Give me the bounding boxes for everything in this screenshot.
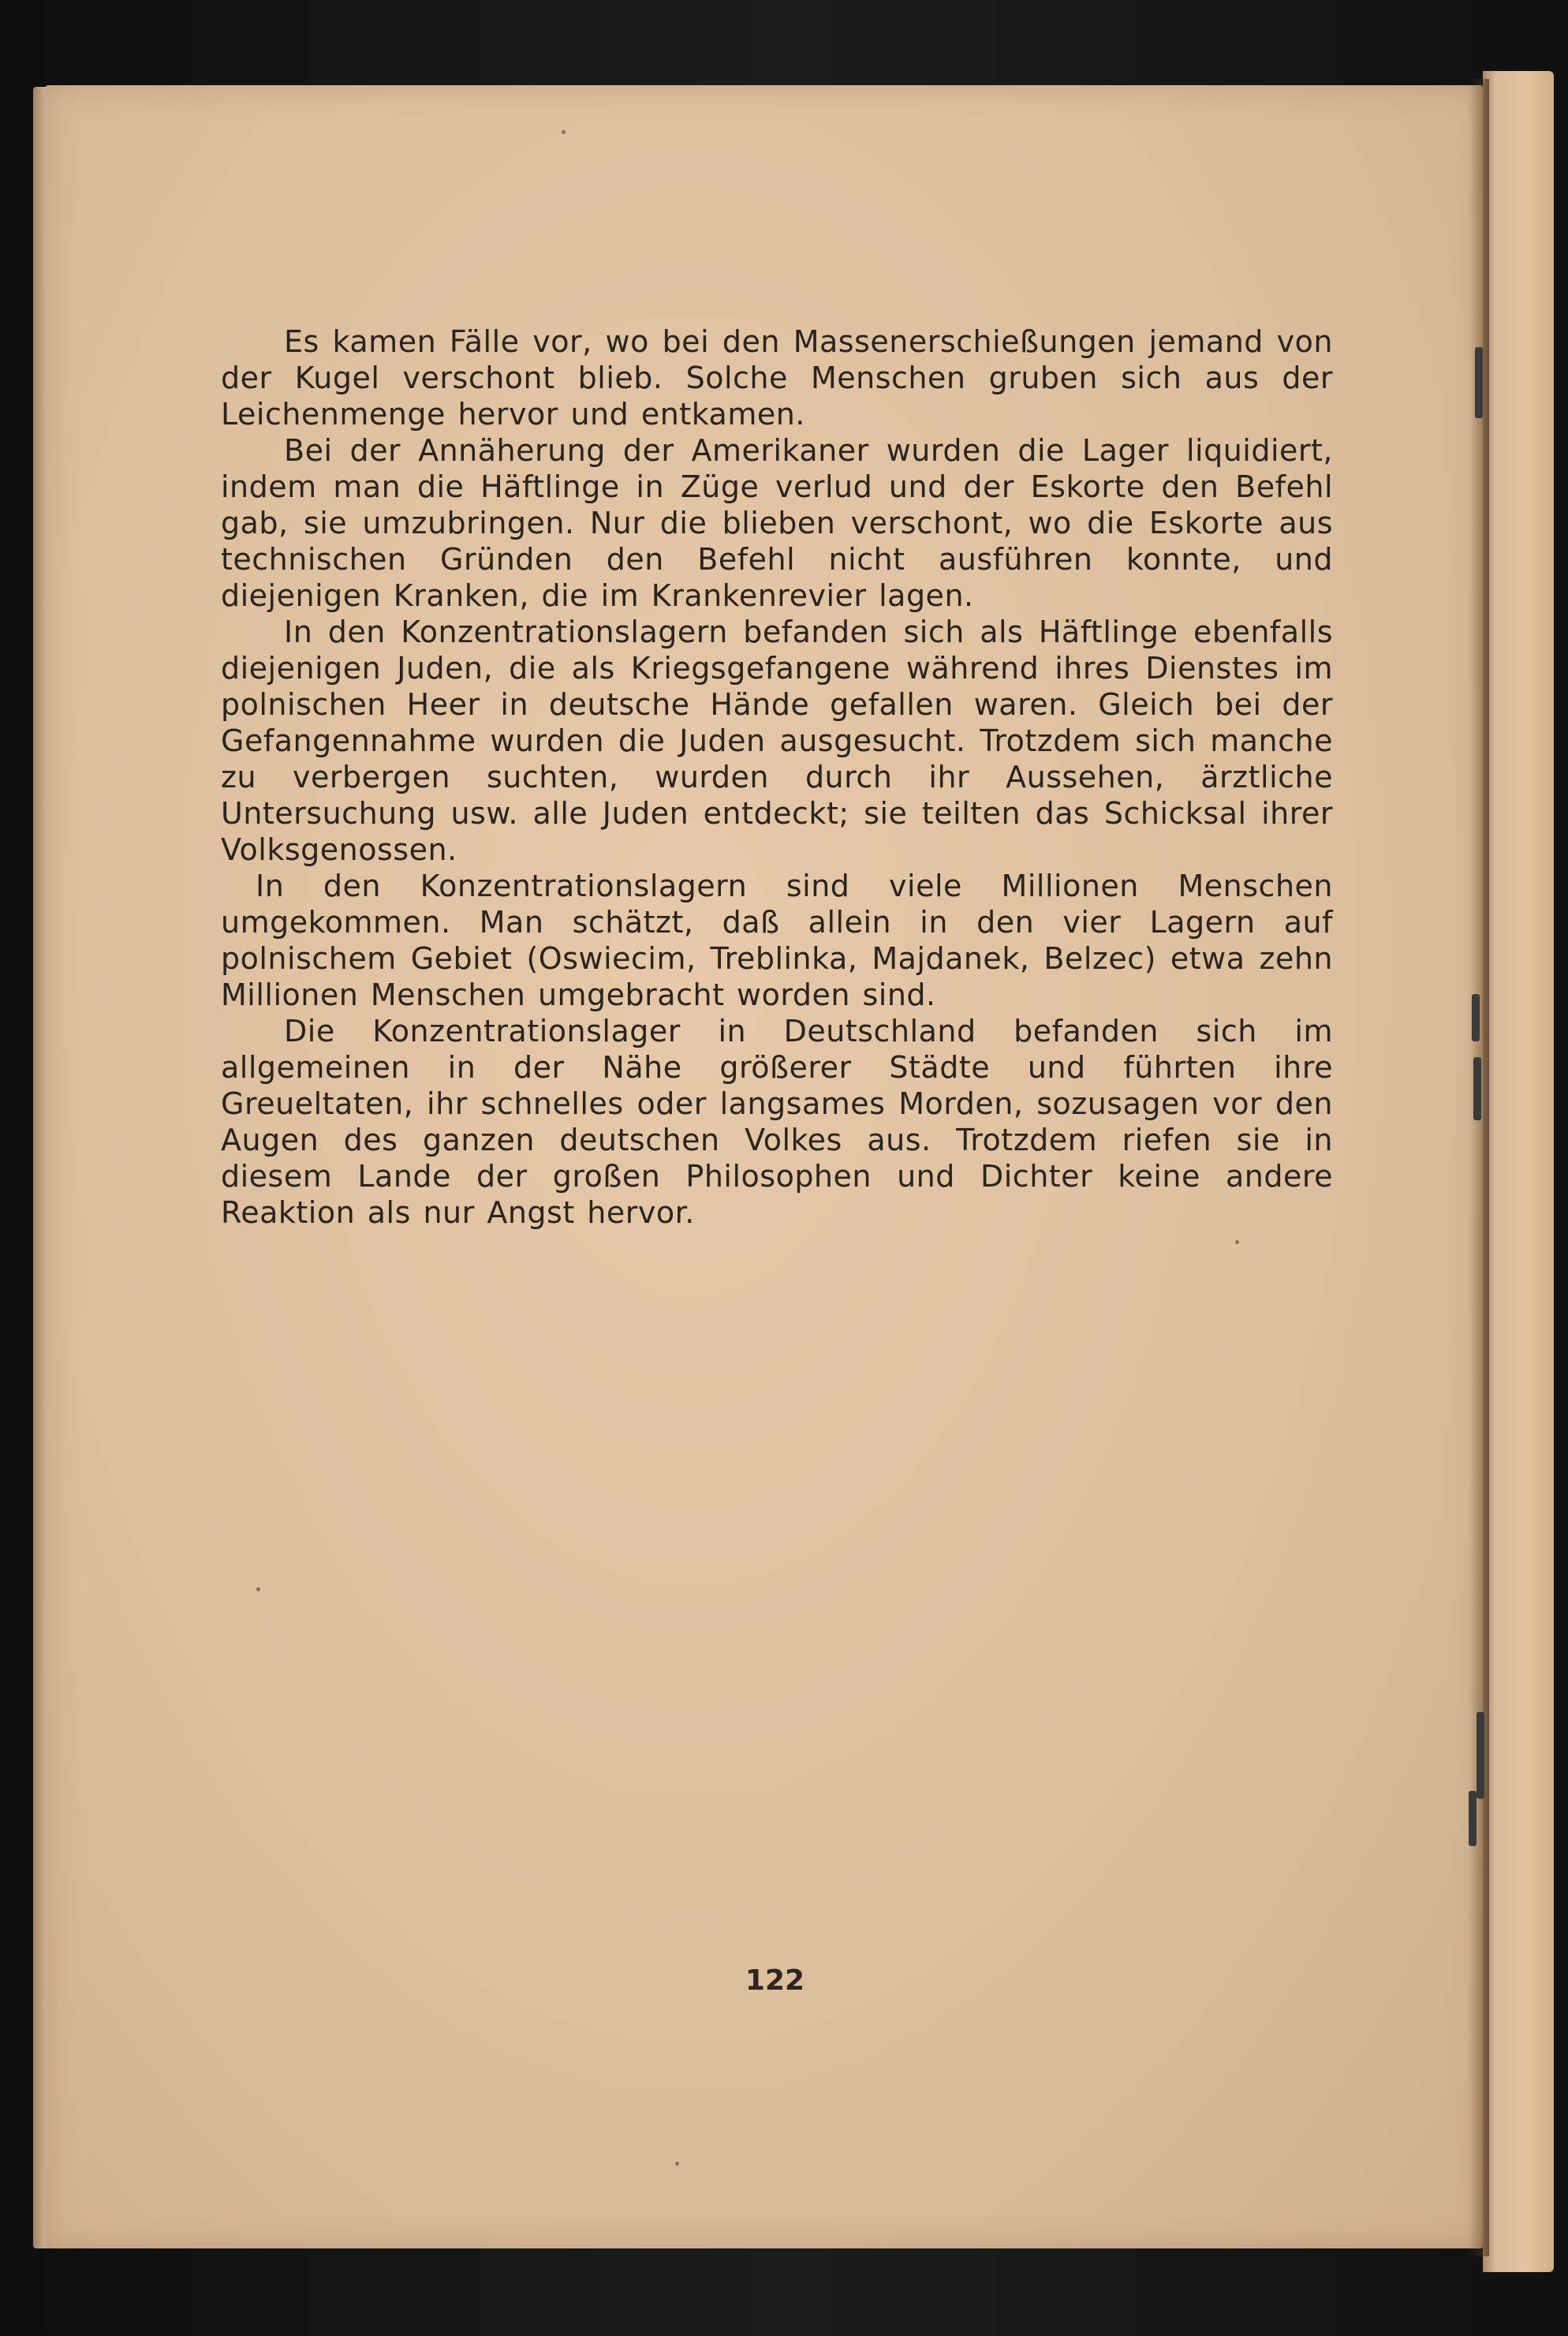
paragraph: Bei der Annäherung der Amerikaner wurden die Lager liquidiert, indem man die Häftlinge in Züge verlud und der Eskorte den Befehl gab, sie umzubringen. Nur die blieben verschont, wo die Eskorte aus technischen Gründen den Befehl nicht ausführen konnte, und diejenigen Kranken, die im Krankenrevier lagen.: [221, 433, 1333, 613]
paper-speck: [256, 1587, 260, 1591]
binding-staple: [1472, 994, 1480, 1041]
paper-speck: [1235, 1240, 1239, 1244]
binding-staple: [1477, 1712, 1484, 1799]
facing-page-edge: [1483, 71, 1554, 2272]
binding-staple: [1469, 1791, 1477, 1846]
binding-staple: [1473, 1057, 1481, 1120]
binding-staple: [1475, 347, 1483, 418]
paragraph: Es kamen Fälle vor, wo bei den Massenerschießungen jemand von der Kugel verschont blieb. Solche Menschen gruben sich aus der Leichenmenge hervor und entkamen.: [221, 324, 1333, 432]
paragraph: In den Konzentrationslagern sind viele Millionen Menschen umgekommen. Man schätzt, daß allein in den vier Lagern auf polnischem Gebiet (Oswiecim, Treblinka, Majdanek, Belzec) etwa zehn Millionen Menschen umgebracht worden sind.: [221, 869, 1333, 1012]
paper-speck: [562, 130, 566, 134]
paragraph: In den Konzentrationslagern befanden sich als Häftlinge ebenfalls diejenigen Juden, die als Kriegsgefangene während ihres Dienstes im polnischen Heer in deutsche Hände gefallen waren. Gleich bei der Gefangennahme wurden die Juden ausgesucht. Trotzdem sich manche zu verbergen suchten, wurden durch ihr Aussehen, ärztliche Untersuchung usw. alle Juden entdeckt; sie teilten das Schicksal ihrer Volksgenossen.: [221, 615, 1333, 867]
page-number: 122: [745, 1964, 805, 1997]
paragraph: Die Konzentrationslager in Deutschland befanden sich im allgemeinen in der Nähe größerer Städte und führten ihre Greueltaten, ihr schnelles oder langsames Morden, sozusagen vor den Augen des ganzen deutschen Volkes aus. Trotzdem riefen sie in diesem Lande der großen Philosophen und Dichter keine andere Reaktion als nur Angst hervor.: [221, 1014, 1333, 1230]
body-text: [221, 323, 1333, 1231]
paper-speck: [675, 2162, 679, 2166]
